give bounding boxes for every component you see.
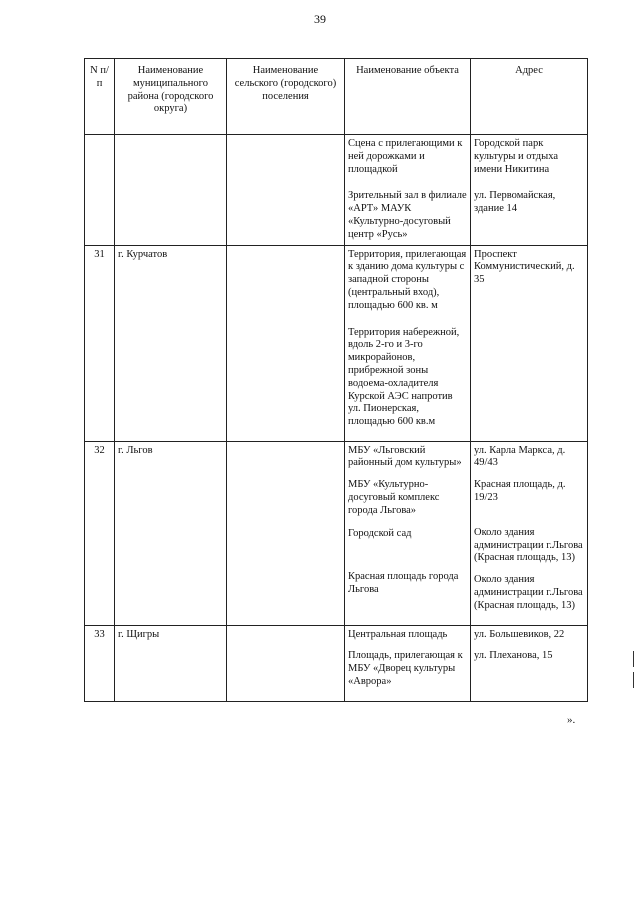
table-row [85,625,588,701]
object-name: Центральная площадь [348,628,448,640]
row-district: г. Щигры [115,625,227,701]
row-addresses [471,135,588,246]
object-name: Территория набережной, вдоль 2-го и 3-го микрорайонов, прибрежной зоны водоема-охладителя Курской АЭС напротив ул. Пионерская, площадью 600 кв.м [348,326,460,428]
row-addresses [471,441,588,625]
row-num: 31 [85,245,115,441]
row-settlement [227,135,345,246]
row-addresses [471,245,588,441]
object-address: Проспект Коммунистический, д. 35 [474,248,575,286]
table-row [85,245,588,441]
table-row [85,441,588,625]
row-district: г. Льгов [115,441,227,625]
row-settlement [227,441,345,625]
header-district: Наименование муниципального района (городского округа) [115,59,227,135]
row-objects [345,625,471,701]
row-settlement [227,625,345,701]
header-settlement: Наименование сельского (городского) поселения [227,59,345,135]
object-address: Около здания администрации г.Льгова (Красная площадь, 13) [474,574,583,611]
row-objects [345,135,471,246]
object-address: Около здания администрации г.Льгова (Красная площадь, 13) [474,526,583,564]
row-num: 32 [85,441,115,625]
row-district: г. Курчатов [115,245,227,441]
object-name: МБУ «Льговский районный дом культуры» [348,444,462,469]
object-address: ул. Большевиков, 22 [474,628,565,640]
object-address: ул. Карла Маркса, д. 49/43 [474,444,566,469]
row-objects [345,245,471,441]
object-name: Красная площадь города Льгова [348,571,459,596]
object-address: Красная площадь, д. 19/23 [474,479,566,503]
scan-margin-mark [633,672,634,688]
row-num: 33 [85,625,115,701]
table-row [85,135,588,246]
object-address: ул. Первомайская, здание 14 [474,190,556,215]
object-name: МБУ «Культурно-досуговый комплекс города Льгова» [348,479,440,516]
object-name: Городской сад [348,527,412,539]
object-name: Сцена с прилегающими к ней дорожками и площадкой [348,138,463,175]
closing-quote-mark: ». [567,714,576,726]
header-num: N п/п [85,59,115,135]
row-num [85,135,115,246]
row-objects [345,441,471,625]
row-addresses [471,625,588,701]
object-address: ул. Плеханова, 15 [474,650,553,662]
object-address: Городской парк культуры и отдыха имени Никитина [474,138,558,175]
row-district [115,135,227,246]
object-name: Территория, прилегающая к зданию дома культуры с западной стороны (центральный вход), площадью 600 кв. м [348,248,467,311]
header-address: Адрес [471,59,588,135]
object-name: Зрительный зал в филиале «АРТ» МАУК «Культурно-досуговый центр «Русь» [348,190,467,240]
page-number: 39 [314,12,326,26]
scan-margin-mark [633,651,634,667]
object-name: Площадь, прилегающая к МБУ «Дворец культуры «Аврора» [348,650,463,687]
objects-table [84,58,588,702]
header-object: Наименование объекта [345,59,471,135]
row-settlement [227,245,345,441]
table-header-row [85,59,588,135]
